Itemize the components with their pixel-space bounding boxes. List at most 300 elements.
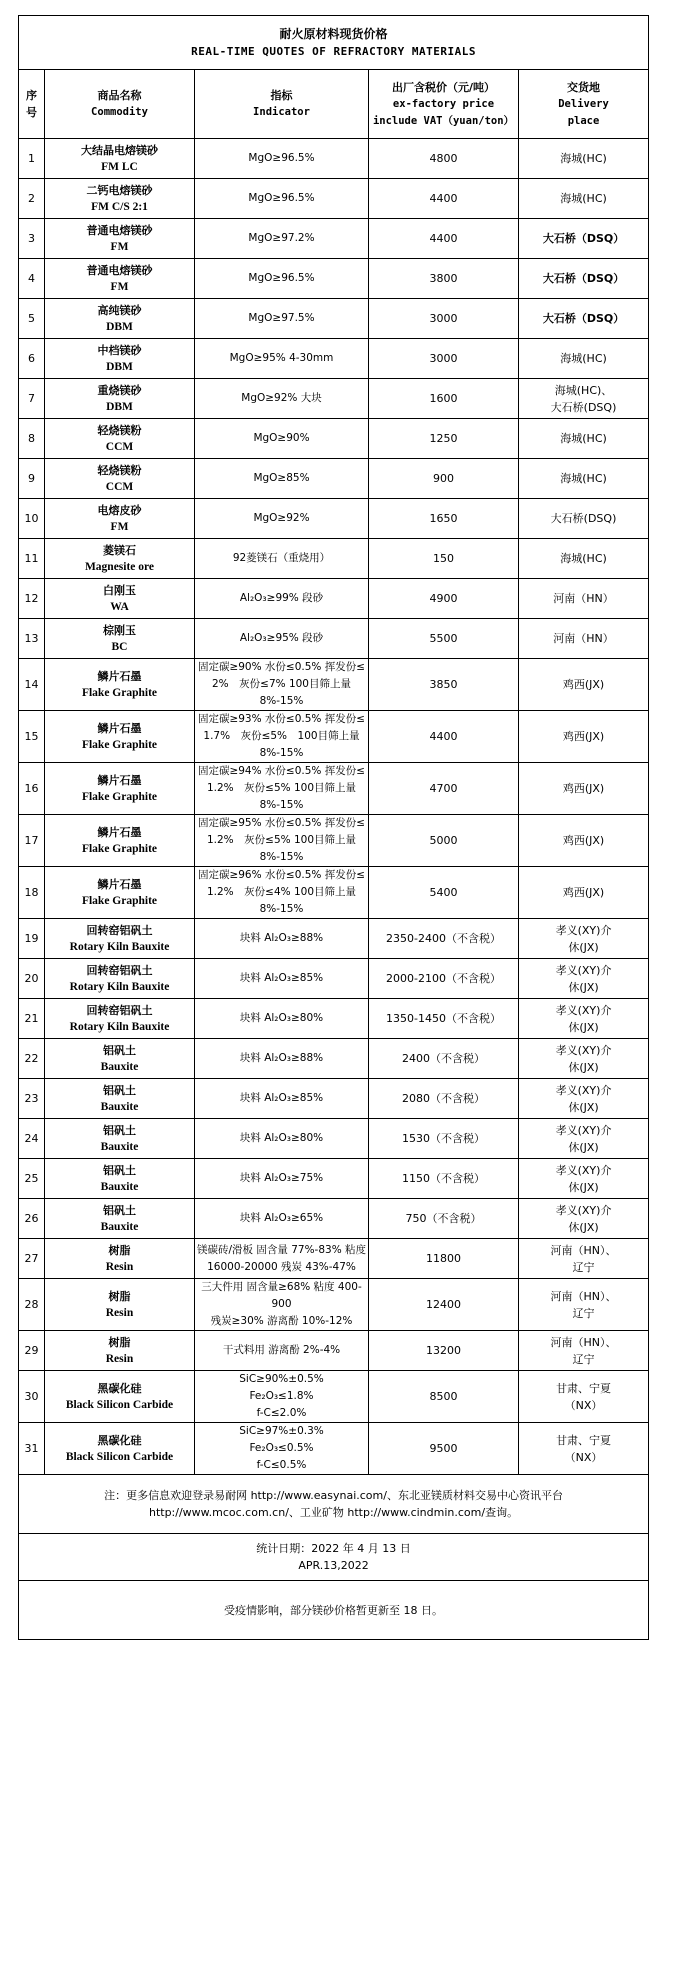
commodity-name-zh: 回转窑铝矾土 xyxy=(86,1003,153,1017)
delivery-place-cell xyxy=(519,1199,649,1239)
row-number: 13 xyxy=(19,619,45,659)
row-number: 8 xyxy=(19,419,45,459)
row-number: 31 xyxy=(19,1423,45,1475)
indicator-cell xyxy=(195,867,369,919)
delivery-place-line: 辽宁 xyxy=(572,1306,595,1320)
commodity-name-zh: 轻烧镁粉 xyxy=(97,423,142,437)
indicator-cell xyxy=(195,763,369,815)
delivery-place-line: 大石桥(DSQ) xyxy=(550,512,617,525)
price-cell: 2000-2100（不含税） xyxy=(369,959,519,999)
commodity-name-en: Bauxite xyxy=(100,1060,139,1073)
indicator-line: 1.2% 灰份≤5% 100目筛上量 xyxy=(206,834,356,846)
row-number: 19 xyxy=(19,919,45,959)
indicator-cell xyxy=(195,1159,369,1199)
price-cell: 150 xyxy=(369,539,519,579)
indicator-cell xyxy=(195,1371,369,1423)
commodity-name-zh: 大结晶电熔镁砂 xyxy=(81,143,158,157)
price-cell: 8500 xyxy=(369,1371,519,1423)
commodity-cell xyxy=(45,763,195,815)
commodity-name-en: Bauxite xyxy=(100,1140,139,1153)
indicator-cell xyxy=(195,259,369,299)
delivery-place-line: 孝义(XY)介 xyxy=(555,1203,612,1217)
delivery-place-line: 辽宁 xyxy=(572,1352,595,1366)
indicator-line: 16000-20000 残炭 43%-47% xyxy=(207,1260,356,1273)
commodity-name-zh: 鳞片石墨 xyxy=(97,773,142,787)
indicator-line: 干式料用 游离酚 2%-4% xyxy=(222,1344,341,1356)
commodity-name-en: Bauxite xyxy=(100,1180,139,1193)
commodity-cell xyxy=(45,619,195,659)
table-row xyxy=(19,1279,649,1331)
delivery-place-line: 孝义(XY)介 xyxy=(555,923,612,937)
price-cell: 1350-1450（不含税） xyxy=(369,999,519,1039)
delivery-place-cell xyxy=(519,179,649,219)
indicator-cell xyxy=(195,1039,369,1079)
delivery-place-line: 鸡西(JX) xyxy=(562,886,605,899)
row-number: 4 xyxy=(19,259,45,299)
delivery-place-line: 休(JX) xyxy=(568,1060,599,1074)
commodity-name-zh: 二钙电熔镁砂 xyxy=(86,183,153,197)
commodity-name-en: Resin xyxy=(105,1352,134,1365)
commodity-name-zh: 铝矾土 xyxy=(103,1083,136,1097)
price-cell: 4800 xyxy=(369,139,519,179)
row-number: 20 xyxy=(19,959,45,999)
commodity-name-zh: 回转窑铝矾土 xyxy=(86,963,153,977)
commodity-name-zh: 黑碳化硅 xyxy=(97,1381,142,1395)
row-number: 7 xyxy=(19,379,45,419)
indicator-line: 8%-15% xyxy=(259,747,304,759)
indicator-line: MgO≥90% xyxy=(253,432,310,444)
indicator-line: 块料 Al₂O₃≥88% xyxy=(239,1052,324,1064)
footer-row xyxy=(19,1581,649,1640)
commodity-name-zh: 白刚玉 xyxy=(103,583,136,597)
header-place-zh: 交货地 xyxy=(567,80,601,94)
commodity-name-en: Flake Graphite xyxy=(81,842,158,855)
table-row xyxy=(19,1423,649,1475)
row-number: 22 xyxy=(19,1039,45,1079)
price-cell: 1250 xyxy=(369,419,519,459)
delivery-place-line: 大石桥（DSQ） xyxy=(542,272,625,285)
commodity-name-en: CCM xyxy=(105,480,134,493)
commodity-name-en: FM xyxy=(110,520,129,533)
indicator-line: 块料 Al₂O₃≥65% xyxy=(239,1212,324,1224)
header-place-en1: Delivery xyxy=(558,97,609,110)
header-price xyxy=(369,70,519,139)
commodity-cell xyxy=(45,867,195,919)
indicator-cell xyxy=(195,815,369,867)
commodity-name-en: Rotary Kiln Bauxite xyxy=(69,1020,170,1033)
indicator-line: 8%-15% xyxy=(259,799,304,811)
indicator-line: MgO≥95% 4-30mm xyxy=(229,352,334,364)
delivery-place-line: 休(JX) xyxy=(568,940,599,954)
delivery-place-cell xyxy=(519,919,649,959)
header-commodity-zh: 商品名称 xyxy=(97,89,142,102)
indicator-line: 1.2% 灰份≤4% 100目筛上量 xyxy=(206,886,356,898)
price-cell: 3000 xyxy=(369,339,519,379)
commodity-name-en: DBM xyxy=(106,400,133,413)
price-cell: 2080（不含税） xyxy=(369,1079,519,1119)
table-row xyxy=(19,299,649,339)
price-cell: 13200 xyxy=(369,1331,519,1371)
table-row xyxy=(19,419,649,459)
commodity-cell xyxy=(45,539,195,579)
commodity-cell xyxy=(45,711,195,763)
table-row xyxy=(19,659,649,711)
commodity-name-en: DBM xyxy=(106,360,133,373)
indicator-line: 2% 灰份≤7% 100目筛上量 8%-15% xyxy=(212,678,351,707)
commodity-cell xyxy=(45,379,195,419)
price-cell: 4400 xyxy=(369,711,519,763)
table-row xyxy=(19,711,649,763)
row-number: 11 xyxy=(19,539,45,579)
indicator-cell xyxy=(195,659,369,711)
commodity-name-zh: 菱镁石 xyxy=(103,543,136,557)
commodity-cell xyxy=(45,179,195,219)
row-number: 24 xyxy=(19,1119,45,1159)
stats-date-zh: 统计日期：2022 年 4 月 13 日 xyxy=(256,1542,411,1555)
commodity-name-zh: 高纯镁砂 xyxy=(97,303,142,317)
delivery-place-line: 海城(HC) xyxy=(560,432,607,445)
delivery-place-line: 孝义(XY)介 xyxy=(555,963,612,977)
indicator-cell xyxy=(195,539,369,579)
row-number: 2 xyxy=(19,179,45,219)
commodity-cell xyxy=(45,339,195,379)
commodity-cell xyxy=(45,1423,195,1475)
row-number: 14 xyxy=(19,659,45,711)
table-title xyxy=(19,16,649,70)
delivery-place-cell xyxy=(519,763,649,815)
table-row xyxy=(19,763,649,815)
price-cell: 5400 xyxy=(369,867,519,919)
row-number: 21 xyxy=(19,999,45,1039)
price-cell: 2350-2400（不含税） xyxy=(369,919,519,959)
indicator-cell xyxy=(195,1119,369,1159)
commodity-name-en: Bauxite xyxy=(100,1100,139,1113)
delivery-place-line: 河南（HN）、 xyxy=(550,1335,617,1349)
note-line-1: 注：更多信息欢迎登录易耐网 http://www.easynai.com/、东北亚镁质材料交易中心资讯平台 xyxy=(104,1489,563,1502)
price-cell: 3800 xyxy=(369,259,519,299)
commodity-cell xyxy=(45,499,195,539)
delivery-place-line: 孝义(XY)介 xyxy=(555,1003,612,1017)
indicator-cell xyxy=(195,459,369,499)
commodity-name-zh: 鳞片石墨 xyxy=(97,721,142,735)
delivery-place-line: 鸡西(JX) xyxy=(562,730,605,743)
commodity-name-zh: 普通电熔镁砂 xyxy=(86,263,153,277)
price-cell: 11800 xyxy=(369,1239,519,1279)
indicator-line: 镁碳砖/滑板 固含量 77%-83% 粘度 xyxy=(197,1243,367,1256)
table-row xyxy=(19,219,649,259)
indicator-line: MgO≥85% xyxy=(253,472,310,484)
indicator-cell xyxy=(195,1199,369,1239)
delivery-place-line: 河南（HN）、 xyxy=(550,1289,617,1303)
commodity-cell xyxy=(45,999,195,1039)
commodity-cell xyxy=(45,579,195,619)
indicator-cell xyxy=(195,219,369,259)
delivery-place-cell xyxy=(519,219,649,259)
header-no: 序号 xyxy=(19,70,45,139)
indicator-line: MgO≥97.2% xyxy=(248,232,315,244)
commodity-cell xyxy=(45,1371,195,1423)
delivery-place-cell xyxy=(519,867,649,919)
commodity-cell xyxy=(45,419,195,459)
table-row xyxy=(19,999,649,1039)
indicator-cell xyxy=(195,919,369,959)
indicator-cell xyxy=(195,619,369,659)
table-row xyxy=(19,867,649,919)
commodity-name-zh: 轻烧镁粉 xyxy=(97,463,142,477)
commodity-name-zh: 铝矾土 xyxy=(103,1123,136,1137)
commodity-name-en: Bauxite xyxy=(100,1220,139,1233)
delivery-place-line: 大石桥（DSQ） xyxy=(542,232,625,245)
delivery-place-line: 大石桥（DSQ） xyxy=(542,312,625,325)
commodity-name-zh: 鳞片石墨 xyxy=(97,669,142,683)
header-place xyxy=(519,70,649,139)
row-number: 15 xyxy=(19,711,45,763)
commodity-name-en: BC xyxy=(111,640,128,653)
table-row xyxy=(19,579,649,619)
commodity-name-en: Resin xyxy=(105,1260,134,1273)
price-cell: 1600 xyxy=(369,379,519,419)
indicator-line: 固定碳≥95% 水份≤0.5% 挥发份≤ xyxy=(197,817,366,829)
indicator-line: 92菱镁石（重烧用） xyxy=(232,552,331,564)
delivery-place-line: 休(JX) xyxy=(568,1140,599,1154)
note-cell xyxy=(19,1475,649,1534)
note-line-2: http://www.mcoc.com.cn/、工业矿物 http://www.cindmin.com/查询。 xyxy=(148,1506,519,1519)
delivery-place-line: 海城(HC) xyxy=(560,472,607,485)
table-row xyxy=(19,339,649,379)
commodity-cell xyxy=(45,1079,195,1119)
commodity-name-zh: 铝矾土 xyxy=(103,1203,136,1217)
row-number: 1 xyxy=(19,139,45,179)
commodity-cell xyxy=(45,1199,195,1239)
price-cell: 5000 xyxy=(369,815,519,867)
price-cell: 4400 xyxy=(369,179,519,219)
indicator-line: 1.7% 灰份≤5% 100目筛上量 xyxy=(203,730,360,742)
header-row xyxy=(19,70,649,139)
commodity-cell xyxy=(45,659,195,711)
indicator-line: Al₂O₃≥99% 段砂 xyxy=(239,592,324,604)
price-cell: 900 xyxy=(369,459,519,499)
commodity-name-en: FM C/S 2:1 xyxy=(91,200,148,213)
indicator-line: 8%-15% xyxy=(259,851,304,863)
row-number: 23 xyxy=(19,1079,45,1119)
indicator-cell xyxy=(195,379,369,419)
delivery-place-line: 海城(HC) xyxy=(560,552,607,565)
delivery-place-cell xyxy=(519,1371,649,1423)
row-number: 26 xyxy=(19,1199,45,1239)
row-number: 3 xyxy=(19,219,45,259)
commodity-cell xyxy=(45,1039,195,1079)
indicator-line: 固定碳≥93% 水份≤0.5% 挥发份≤ xyxy=(197,713,366,725)
delivery-place-cell xyxy=(519,379,649,419)
table-row xyxy=(19,1079,649,1119)
indicator-line: 固定碳≥90% 水份≤0.5% 挥发份≤ xyxy=(197,661,366,673)
commodity-name-en: Flake Graphite xyxy=(81,738,158,751)
delivery-place-line: 河南（HN） xyxy=(553,592,614,605)
indicator-cell xyxy=(195,1279,369,1331)
price-cell: 1530（不含税） xyxy=(369,1119,519,1159)
price-cell: 4400 xyxy=(369,219,519,259)
quotes-sheet xyxy=(18,15,648,1640)
delivery-place-cell xyxy=(519,711,649,763)
header-price-en1: ex-factory price xyxy=(392,97,495,110)
delivery-place-line: 辽宁 xyxy=(572,1260,595,1274)
commodity-cell xyxy=(45,1331,195,1371)
indicator-line: SiC≥97%±0.3% Fe₂O₃≤0.5% xyxy=(239,1425,345,1454)
indicator-cell xyxy=(195,299,369,339)
indicator-line: 块料 Al₂O₃≥75% xyxy=(239,1172,324,1184)
delivery-place-cell xyxy=(519,815,649,867)
delivery-place-cell xyxy=(519,1159,649,1199)
delivery-place-cell xyxy=(519,539,649,579)
indicator-cell xyxy=(195,1331,369,1371)
delivery-place-cell xyxy=(519,1239,649,1279)
indicator-line: MgO≥92% xyxy=(253,512,310,524)
indicator-cell xyxy=(195,419,369,459)
commodity-cell xyxy=(45,1159,195,1199)
commodity-name-en: WA xyxy=(110,600,129,613)
indicator-line: SiC≥90%±0.5% Fe₂O₃≤1.8% xyxy=(239,1373,345,1402)
table-row xyxy=(19,919,649,959)
row-number: 17 xyxy=(19,815,45,867)
delivery-place-line: 河南（HN） xyxy=(553,632,614,645)
table-row xyxy=(19,1199,649,1239)
price-cell: 1650 xyxy=(369,499,519,539)
delivery-place-cell xyxy=(519,1331,649,1371)
table-row xyxy=(19,1331,649,1371)
table-row xyxy=(19,179,649,219)
price-cell: 9500 xyxy=(369,1423,519,1475)
date-cell xyxy=(19,1534,649,1581)
table-row xyxy=(19,815,649,867)
indicator-cell xyxy=(195,1079,369,1119)
delivery-place-cell xyxy=(519,659,649,711)
indicator-line: Al₂O₃≥95% 段砂 xyxy=(239,632,324,644)
indicator-line: MgO≥96.5% xyxy=(248,272,315,284)
commodity-name-en: FM xyxy=(110,280,129,293)
delivery-place-line: 孝义(XY)介 xyxy=(555,1163,612,1177)
delivery-place-line: 河南（HN）、 xyxy=(550,1243,617,1257)
table-row xyxy=(19,1039,649,1079)
indicator-line: 1.2% 灰份≤5% 100目筛上量 xyxy=(206,782,356,794)
row-number: 6 xyxy=(19,339,45,379)
indicator-cell xyxy=(195,1239,369,1279)
indicator-cell xyxy=(195,711,369,763)
indicator-line: 块料 Al₂O₃≥80% xyxy=(239,1012,324,1024)
indicator-cell xyxy=(195,499,369,539)
stats-date-en: APR.13,2022 xyxy=(298,1559,369,1572)
delivery-place-cell xyxy=(519,579,649,619)
commodity-name-en: FM LC xyxy=(101,160,138,173)
title-zh: 耐火原材料现货价格 xyxy=(279,26,388,41)
table-row xyxy=(19,619,649,659)
header-indicator xyxy=(195,70,369,139)
indicator-cell xyxy=(195,959,369,999)
delivery-place-cell xyxy=(519,339,649,379)
indicator-line: 块料 Al₂O₃≥85% xyxy=(239,972,324,984)
delivery-place-cell xyxy=(519,139,649,179)
indicator-line: 8%-15% xyxy=(259,903,304,915)
delivery-place-cell xyxy=(519,259,649,299)
price-cell: 12400 xyxy=(369,1279,519,1331)
commodity-name-zh: 普通电熔镁砂 xyxy=(86,223,153,237)
price-cell: 2400（不含税） xyxy=(369,1039,519,1079)
commodity-name-zh: 鳞片石墨 xyxy=(97,825,142,839)
row-number: 29 xyxy=(19,1331,45,1371)
row-number: 16 xyxy=(19,763,45,815)
delivery-place-line: 海城(HC) xyxy=(560,152,607,165)
price-cell: 4700 xyxy=(369,763,519,815)
commodity-name-en: Rotary Kiln Bauxite xyxy=(69,980,170,993)
header-place-en2: place xyxy=(567,114,600,127)
delivery-place-cell xyxy=(519,999,649,1039)
price-cell: 5500 xyxy=(369,619,519,659)
delivery-place-line: （NX） xyxy=(564,1450,603,1464)
commodity-cell xyxy=(45,299,195,339)
commodity-name-zh: 重烧镁砂 xyxy=(97,383,142,397)
commodity-cell xyxy=(45,459,195,499)
delivery-place-cell xyxy=(519,1079,649,1119)
row-number: 18 xyxy=(19,867,45,919)
commodity-name-zh: 鳞片石墨 xyxy=(97,877,142,891)
indicator-line: MgO≥92% 大块 xyxy=(241,392,322,404)
table-row xyxy=(19,459,649,499)
table-row xyxy=(19,959,649,999)
commodity-name-zh: 树脂 xyxy=(108,1289,131,1303)
header-indicator-zh: 指标 xyxy=(270,89,293,102)
commodity-cell xyxy=(45,815,195,867)
table-row xyxy=(19,379,649,419)
header-commodity xyxy=(45,70,195,139)
indicator-line: 固定碳≥94% 水份≤0.5% 挥发份≤ xyxy=(197,765,366,777)
commodity-name-zh: 回转窑铝矾土 xyxy=(86,923,153,937)
delivery-place-line: 鸡西(JX) xyxy=(562,678,605,691)
row-number: 5 xyxy=(19,299,45,339)
row-number: 27 xyxy=(19,1239,45,1279)
header-price-en2: include VAT（yuan/ton） xyxy=(372,114,515,127)
commodity-cell xyxy=(45,1279,195,1331)
table-row xyxy=(19,539,649,579)
delivery-place-cell xyxy=(519,1039,649,1079)
commodity-name-en: FM xyxy=(110,240,129,253)
price-cell: 3850 xyxy=(369,659,519,711)
row-number: 28 xyxy=(19,1279,45,1331)
commodity-name-en: Black Silicon Carbide xyxy=(65,1450,174,1463)
delivery-place-line: 海城(HC) xyxy=(560,192,607,205)
delivery-place-line: （NX） xyxy=(564,1398,603,1412)
delivery-place-cell xyxy=(519,1423,649,1475)
row-number: 9 xyxy=(19,459,45,499)
indicator-line: MgO≥96.5% xyxy=(248,192,315,204)
indicator-line: 块料 Al₂O₃≥88% xyxy=(239,932,324,944)
commodity-name-zh: 黑碳化硅 xyxy=(97,1433,142,1447)
indicator-line: 三大件用 固含量≥68% 粘度 400-900 xyxy=(201,1281,362,1310)
delivery-place-cell xyxy=(519,459,649,499)
indicator-line: f-C≤0.5% xyxy=(256,1459,307,1471)
title-row xyxy=(19,16,649,70)
delivery-place-line: 休(JX) xyxy=(568,1220,599,1234)
indicator-line: MgO≥96.5% xyxy=(248,152,315,164)
price-cell: 1150（不含税） xyxy=(369,1159,519,1199)
indicator-cell xyxy=(195,579,369,619)
commodity-name-en: Flake Graphite xyxy=(81,790,158,803)
delivery-place-cell xyxy=(519,1119,649,1159)
delivery-place-cell xyxy=(519,1279,649,1331)
delivery-place-line: 休(JX) xyxy=(568,1180,599,1194)
commodity-name-en: Rotary Kiln Bauxite xyxy=(69,940,170,953)
delivery-place-line: 海城(HC) xyxy=(560,352,607,365)
table-row xyxy=(19,1159,649,1199)
price-cell: 750（不含税） xyxy=(369,1199,519,1239)
